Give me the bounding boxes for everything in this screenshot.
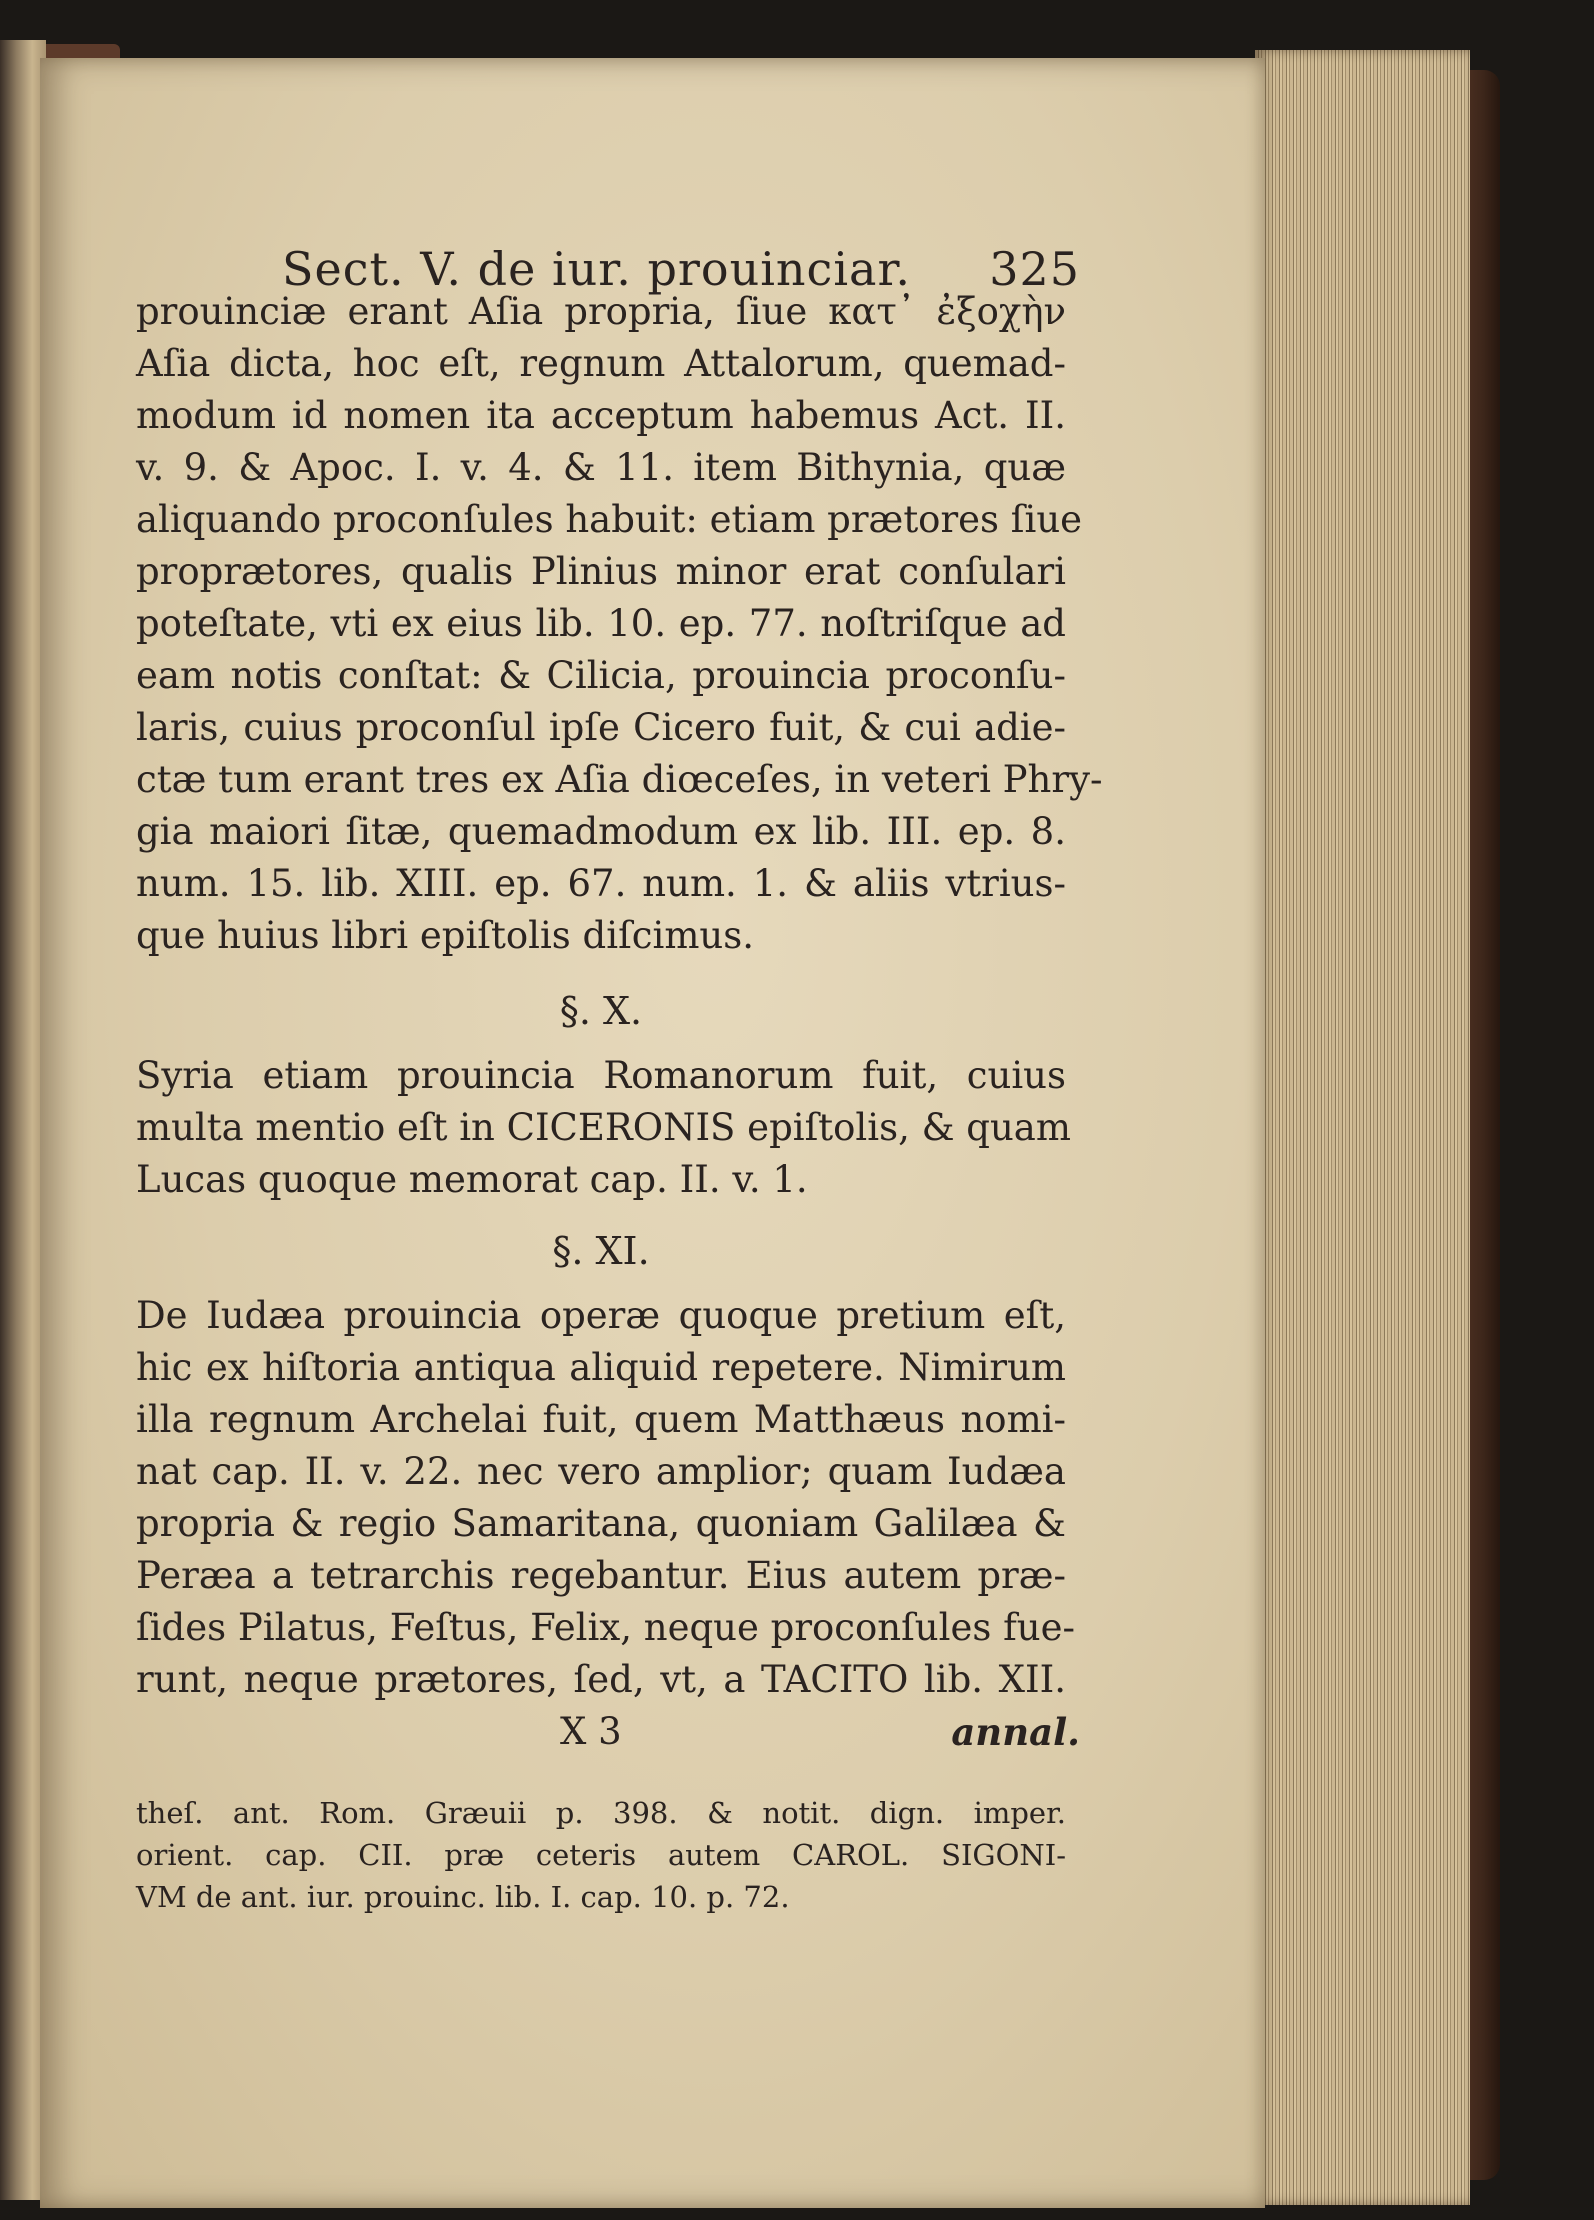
paragraph-1 [136, 286, 1103, 962]
text-line: ſides Pilatus, Feſtus, Felix, neque proconſules fue- [136, 1606, 1076, 1649]
footnote-line: VM de ant. iur. prouinc. lib. I. cap. 10. p. 72. [136, 1880, 790, 1914]
page-block-edges [1255, 50, 1470, 2205]
text-line: num. 15. lib. XIII. ep. 67. num. 1. & aliis vtrius- [136, 862, 1066, 905]
footnote-line: theſ. ant. Rom. Græuii p. 398. & notit. dign. imper. [136, 1796, 1066, 1830]
text-line: nat cap. II. v. 22. nec vero amplior; quam Iudæa [136, 1450, 1066, 1493]
text-line: prouinciæ erant Aſia propria, ſiue κατ᾽ ἐξοχὴν [136, 290, 1066, 333]
text-line: que huius libri epiſtolis diſcimus. [136, 914, 754, 957]
signature-mark: X 3 [560, 1710, 622, 1753]
text-line: aliquando proconſules habuit: etiam prætores ſiue [136, 498, 1083, 541]
text-line: eam notis conſtat: & Cilicia, prouincia proconſu- [136, 654, 1066, 697]
book-page [40, 58, 1265, 2208]
footnote [136, 1792, 1066, 1918]
footnote-line: orient. cap. CII. præ ceteris autem CAROL. SIGONI- [136, 1838, 1066, 1872]
text-line: Syria etiam prouincia Romanorum fuit, cuius [136, 1054, 1066, 1097]
catchword: annal. [951, 1710, 1080, 1754]
running-title: Sect. V. de iur. prouinciar. [282, 242, 912, 296]
text-line: poteſtate, vti ex eius lib. 10. ep. 77. noſtriſque ad [136, 602, 1066, 645]
text-line: laris, cuius proconſul ipſe Cicero fuit, & cui adie- [136, 706, 1066, 749]
paragraph-section-x [136, 1050, 1071, 1206]
text-line: v. 9. & Apoc. I. v. 4. & 11. item Bithynia, quæ [136, 446, 1066, 489]
page-number: 325 [989, 242, 1080, 296]
text-line: gia maiori ſitæ, quemadmodum ex lib. III. ep. 8. [136, 810, 1066, 853]
text-line: propria & regio Samaritana, quoniam Galilæa & [136, 1502, 1066, 1545]
text-line: Aſia dicta, hoc eſt, regnum Attalorum, quemad- [136, 342, 1066, 385]
text-line: modum id nomen ita acceptum habemus Act. II. [136, 394, 1066, 437]
text-line: hic ex hiſtoria antiqua aliquid repetere. Nimirum [136, 1346, 1066, 1389]
running-header [136, 190, 1080, 296]
text-line: proprætores, qualis Plinius minor erat conſulari [136, 550, 1066, 593]
text-line: ctæ tum erant tres ex Aſia diœceſes, in veteri Phry- [136, 758, 1103, 801]
paragraph-section-xi [136, 1290, 1076, 1706]
page-text [136, 190, 1103, 1918]
text-line: runt, neque prætores, ſed, vt, a TACITO lib. XII. [136, 1658, 1066, 1701]
text-line: De Iudæa prouincia operæ quoque pretium eſt, [136, 1294, 1066, 1337]
section-heading-x: §. X. [559, 989, 643, 1033]
catchline [136, 1706, 1080, 1758]
text-line: illa regnum Archelai fuit, quem Matthæus nomi- [136, 1398, 1066, 1441]
section-heading-xi: §. XI. [552, 1229, 650, 1273]
text-line: Peræa a tetrarchis regebantur. Eius autem præ- [136, 1554, 1066, 1597]
text-line: multa mentio eſt in CICERONIS epiſtolis, & quam [136, 1106, 1071, 1149]
text-line: Lucas quoque memorat cap. II. v. 1. [136, 1158, 808, 1201]
